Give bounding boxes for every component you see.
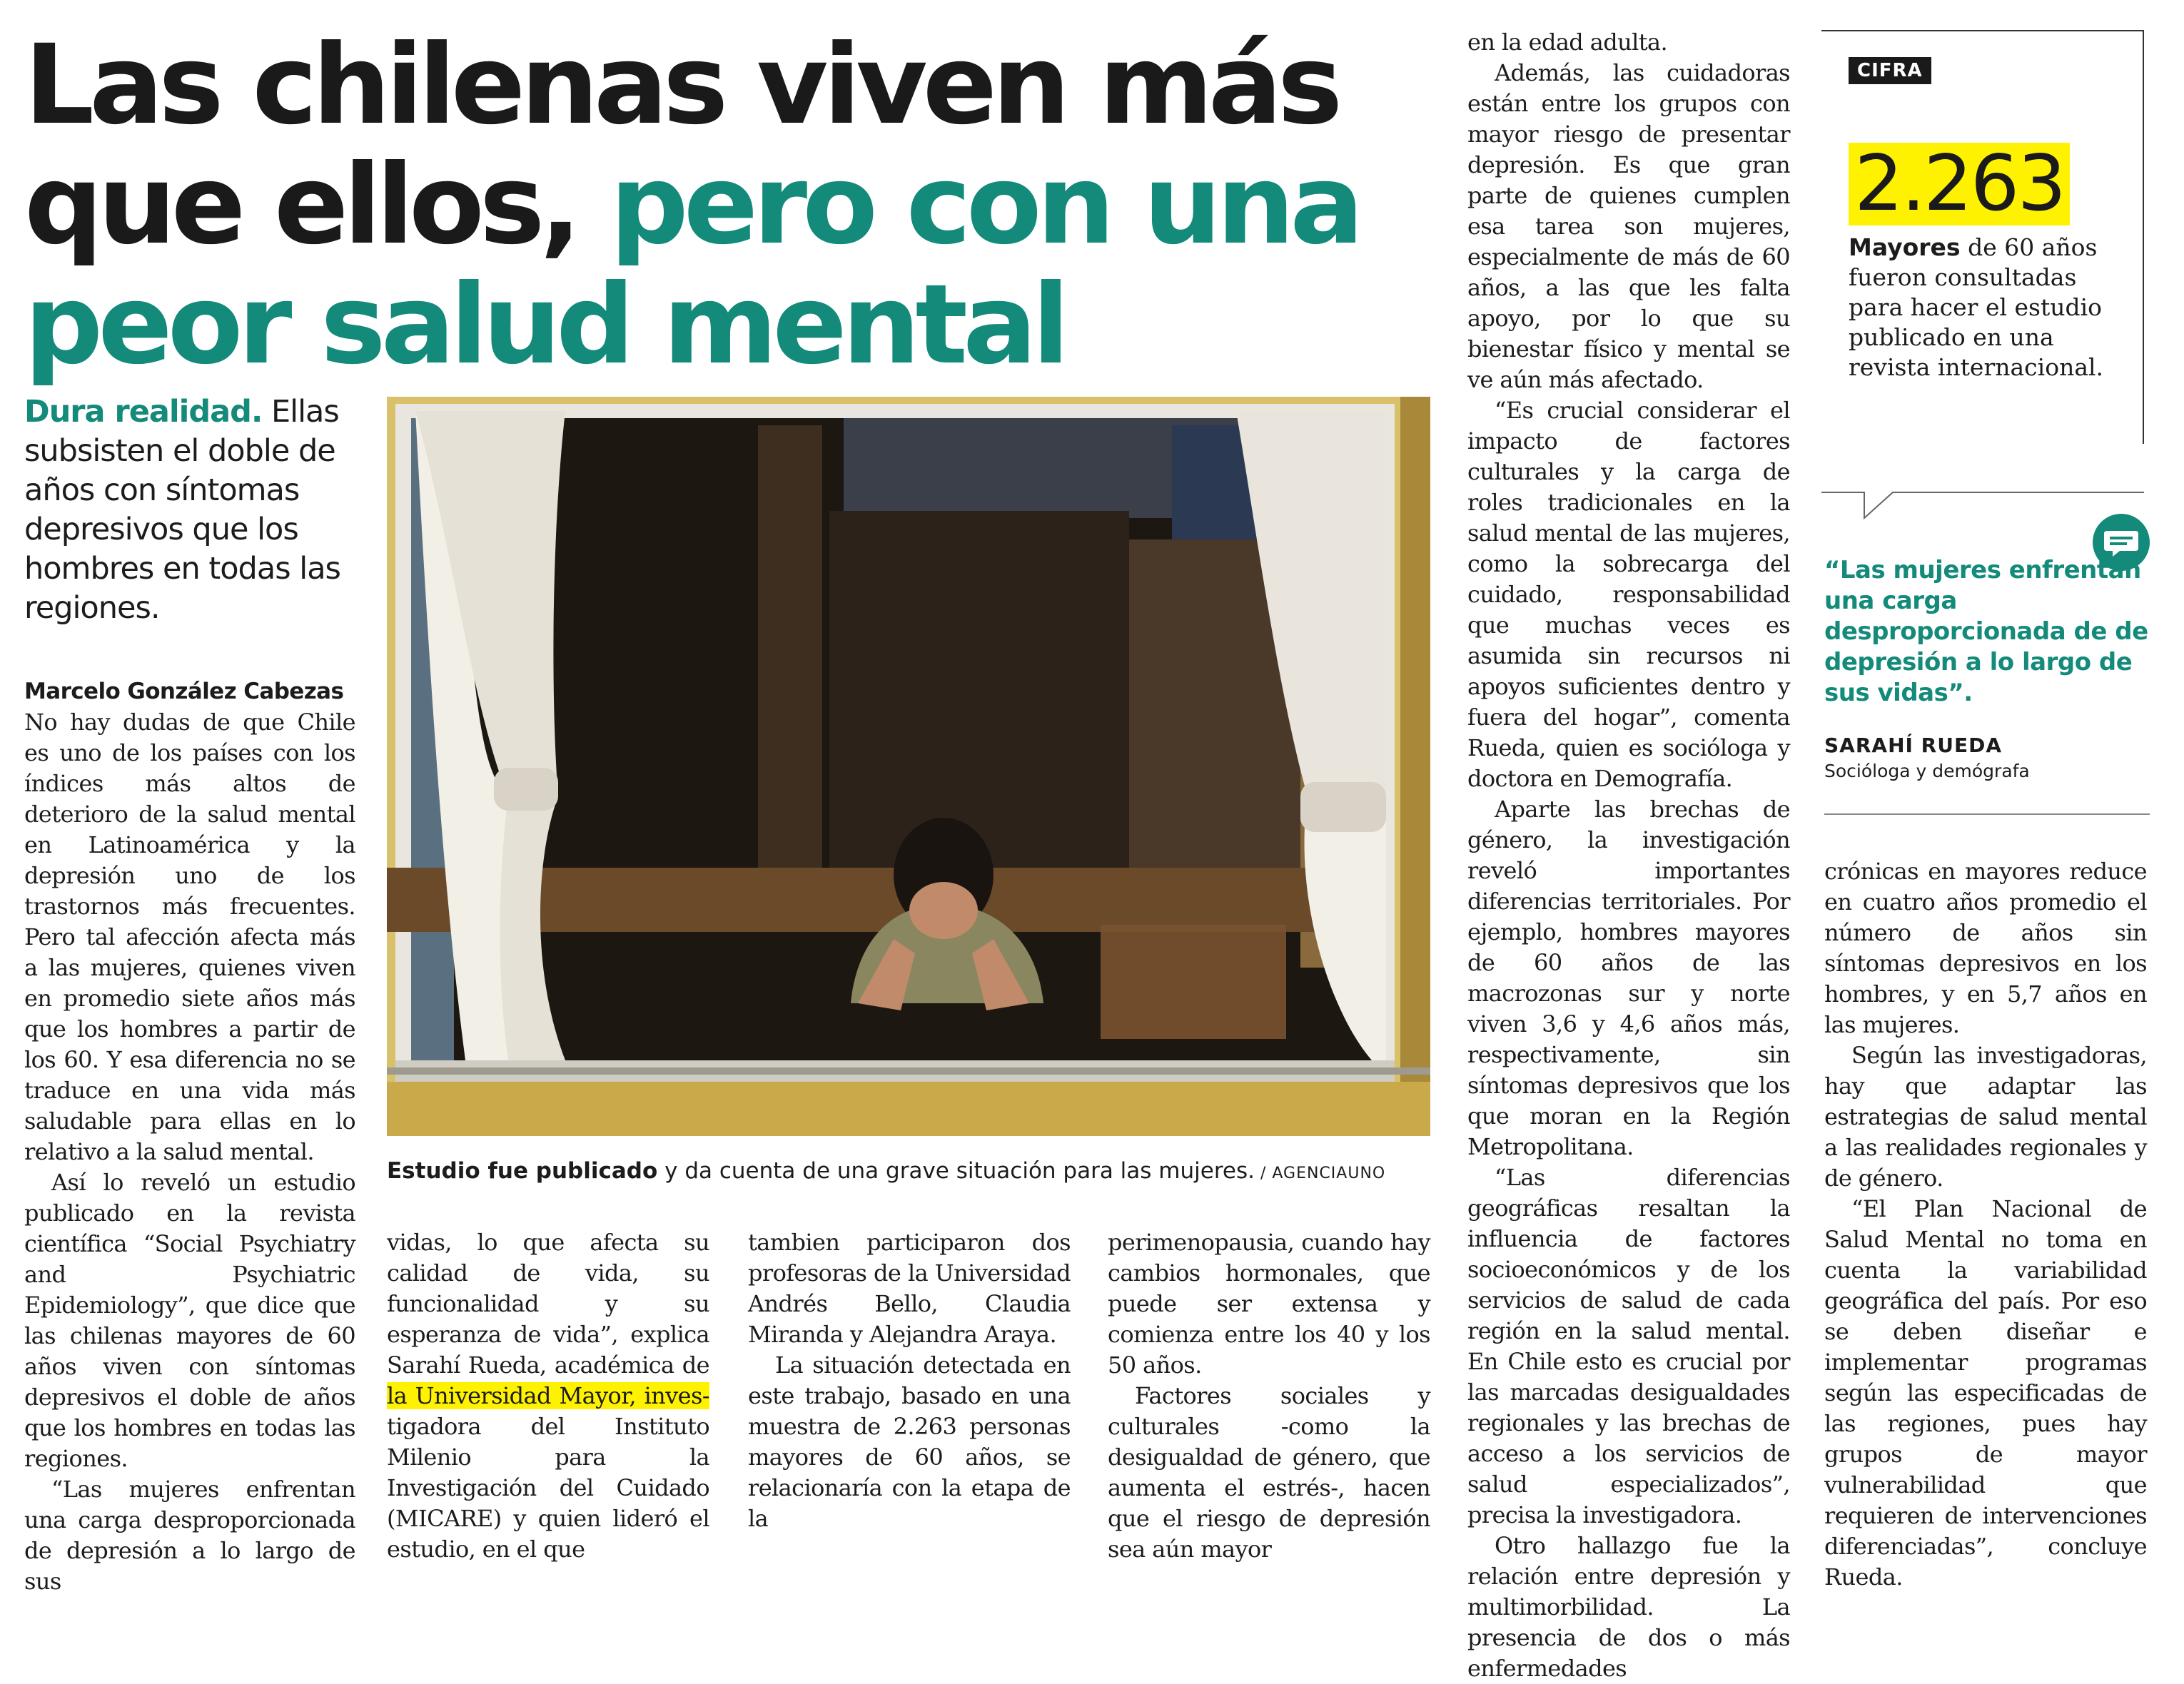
body-paragraph: tambien participaron dos profesoras de la Universidad Andrés Bello, Claudia Miranda y Alejandra Araya. [748,1229,1071,1348]
quote-author-role: Socióloga y demógrafa [1824,761,2030,781]
headline-line2-dark: que ellos, [24,141,610,269]
headline [24,21,1423,389]
deck-text: Ellas subsisten el doble de años con síntomas depresivos que los hombres en todas las regiones. [24,394,340,626]
body-paragraph: No hay dudas de que Chile es uno de los países con los índices más altos de deterioro de la salud mental en Latinoamérica y la depresión uno de los trastornos más frecuentes. Pero tal afección afecta más a las mujeres, quienes viven en promedio siete años más que los hombres a partir de los 60. Y esa diferencia no se traduce en una vida más saludable para ellas en lo relativo a la salud mental. [24,709,355,1165]
body-column-5 [1467,27,1790,1684]
body-paragraph: Según las investigadoras, hay que adaptar las estrategias de salud mental a las realidades regionales y de género. [1824,1042,2147,1192]
pull-quote: “Las mujeres enfrentan una carga desproporcionada de de depresión a lo largo de sus vidas”. [1824,556,2148,707]
headline-line3-accent: peor salud mental [24,261,1065,389]
body-text: tigadora del Instituto Milenio para la Investigación del Cuidado (MICARE) y quien lideró el estudio, en el que [387,1413,709,1563]
body-paragraph: La situación detectada en este trabajo, basado en una muestra de 2.263 personas mayores de 60 años, se relacionaría con la etapa de la [748,1351,1071,1532]
body-column-4 [1108,1227,1430,1565]
body-paragraph: en la edad adulta. [1467,29,1668,56]
body-paragraph [387,1227,709,1565]
headline-line2-accent: pero con una [610,141,1360,269]
deck-lead: Dura realidad. [24,394,263,430]
body-paragraph: Además, las cuidadoras están entre los grupos con mayor riesgo de presentar depresión. Es que gran parte de quienes cumplen esa tarea son mujeres, especialmente de más de 60 años, a las que les falta apoyo, por lo que su bienestar físico y mental se ve aún más afectado. [1467,59,1790,393]
body-column-6 [1824,856,2147,1593]
caption-text: y da cuenta de una grave situación para las mujeres. [657,1158,1255,1184]
body-column-2 [387,1227,709,1565]
photo-caption [387,1156,1430,1189]
cifra-bold: Mayores [1849,233,1961,261]
cifra-tag: CIFRA [1849,57,1931,84]
body-paragraph: “Es crucial considerar el impacto de factores culturales y la carga de roles tradicionales en la salud mental de las mujeres, como la sobrecarga del cuidado, responsabilidad que muchas veces es asumida sin recursos ni apoyos suficientes dentro y fuera del hogar”, comenta Rueda, quien es socióloga y doctora en Demografía. [1467,397,1790,792]
body-text: vidas, lo que afecta su calidad de vida, su funcionalidad y su esperanza de vida”, explica Sarahí Rueda, académica de [387,1229,709,1379]
woman-at-window-image [387,397,1430,1136]
quote-bottom-rule [1824,813,2150,815]
cifra-text: de 60 años fueron consultadas para hacer el estudio publicado en una revista internacional. [1849,233,2104,381]
body-paragraph: Otro hallazgo fue la relación entre depresión y multimorbilidad. La presencia de dos o más enfermedades [1467,1532,1790,1682]
body-paragraph: Aparte las brechas de género, la investigación reveló importantes diferencias territoriales. Por ejemplo, hombres mayores de 60 años de las macrozonas sur y norte viven 3,6 y 4,6 años más, respectivamente, sin síntomas depresivos que los que moran en la Región Metropolitana. [1467,796,1790,1160]
highlighted-text: la Universidad Mayor, inves- [387,1382,709,1409]
quote-author: SARAHÍ RUEDA [1824,734,2003,757]
body-paragraph: Factores sociales y culturales -como la desigualdad de género, que aumenta el estrés-, hacen que el riesgo de depresión sea aún mayor [1108,1382,1430,1563]
deck [24,392,360,628]
cifra-description [1849,233,2134,382]
photo-credit: / AGENCIAUNO [1254,1165,1386,1182]
body-column-1 [24,676,355,1597]
body-paragraph: “Las mujeres enfrentan una carga desproporcionada de depresión a lo largo de sus [24,1476,355,1595]
news-photo [387,397,1430,1136]
byline: Marcelo González Cabezas [24,679,344,704]
headline-line1: Las chilenas viven más [24,21,1338,149]
body-paragraph: perimenopausia, cuando hay cambios hormonales, que puede ser extensa y comienza entre los 40 y los 50 años. [1108,1229,1430,1379]
body-column-3 [748,1227,1071,1534]
cifra-number: 2.263 [1849,143,2070,225]
body-paragraph: crónicas en mayores reduce en cuatro años promedio el número de años sin síntomas depresivos en los hombres, y en 5,7 años en las mujeres. [1824,858,2147,1038]
body-paragraph: Así lo reveló un estudio publicado en la revista científica “Social Psychiatry and Psychiatric Epidemiology”, que dice que las chilenas mayores de 60 años viven con síntomas depresivos el doble de años que los hombres en todas las regiones. [24,1169,355,1472]
caption-lead: Estudio fue publicado [387,1158,658,1184]
body-paragraph: “Las diferencias geográficas resaltan la influencia de factores socioeconómicos y de los servicios de salud de cada región en la salud mental. En Chile esto es crucial por las marcadas desigualdades regionales y las brechas de acceso a los servicios de salud especializados”, precisa la investigadora. [1467,1164,1790,1528]
body-paragraph: “El Plan Nacional de Salud Mental no toma en cuenta la variabilidad geográfica del país. Por eso se deben diseñar e implementar programas según las especificadas de las regiones, pues hay grupos de mayor vulnerabilidad que requieren de intervenciones diferenciadas”, concluye Rueda. [1824,1195,2147,1591]
